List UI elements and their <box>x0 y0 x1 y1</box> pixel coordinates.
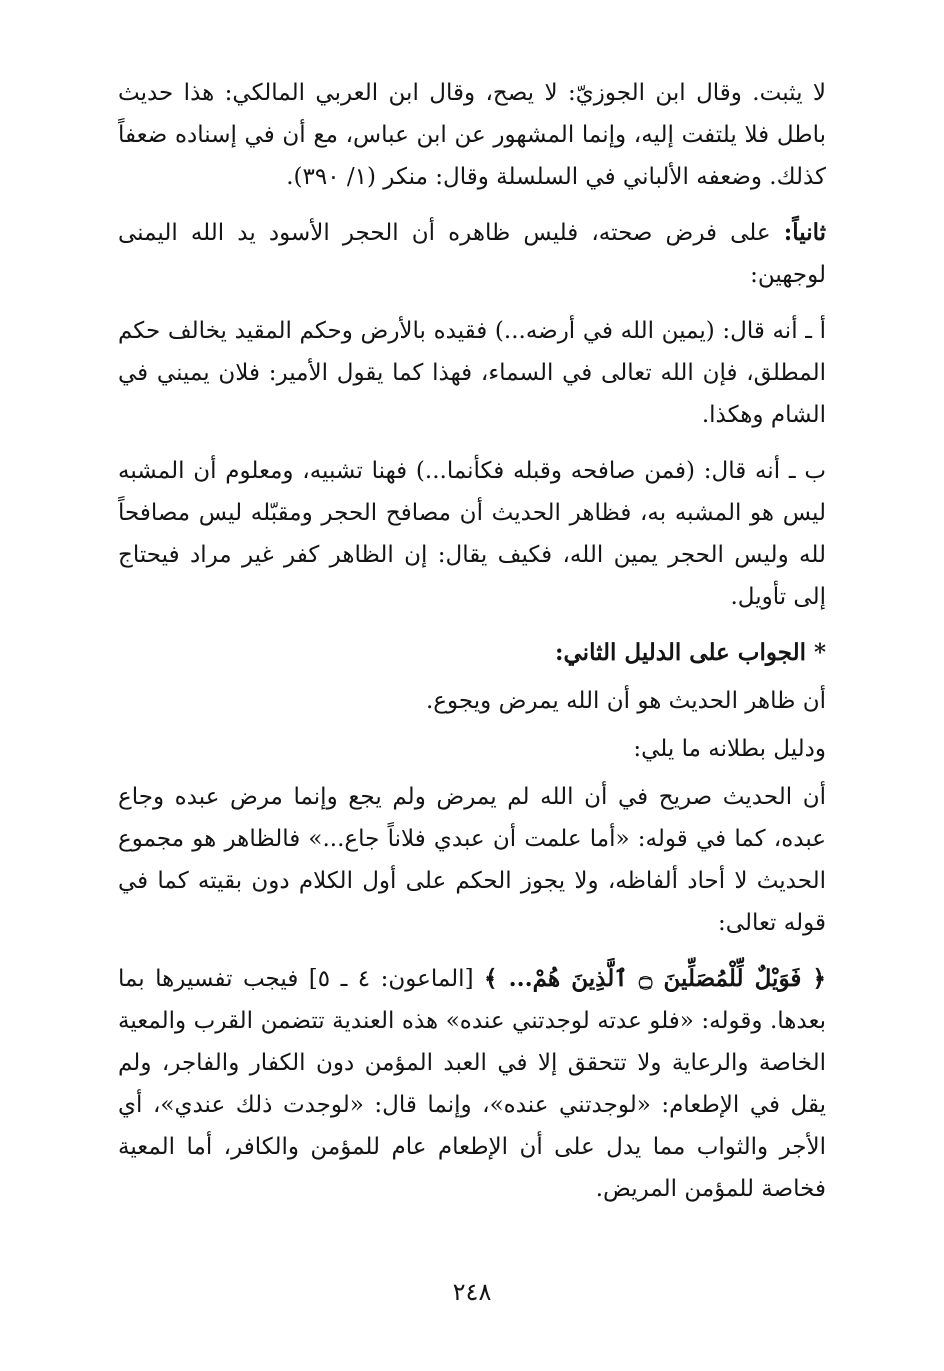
paragraph-hadith-explanation: أن الحديث صريح في أن الله لم يمرض ولم يجع وإنما مرض عبده وجاع عبده، كما في قوله: «أما علمت أن عبدي فلاناً جاع...» فالظاهر هو مجموع الحديث لا أحاد ألفاظه، ولا يجوز الحكم على أول الكلام دون بقيته كما في قوله تعالى: <box>118 784 826 936</box>
paragraph-second-point <box>118 212 826 296</box>
second-point-label: ثانياً: <box>783 219 826 246</box>
paragraph-point-ba: ب ـ أنه قال: (فمن صافحه وقبله فكأنما...) فهنا تشبيه، ومعلوم أن المشبه ليس هو المشبه به، فظاهر الحديث أن مصافح الحجر ومقبّله ليس مصافحاً لله وليس الحجر يمين الله، فكيف يقال: إن الظاهر كفر غير مراد فيحتاج إلى تأويل. <box>118 458 826 610</box>
second-point-text: على فرض صحته، فليس ظاهره أن الحجر الأسود يد الله اليمنى لوجهين: <box>118 220 826 288</box>
evidence-intro-line: ودليل بطلانه ما يلي: <box>633 736 826 762</box>
page-body <box>118 72 826 1224</box>
section-heading: * الجواب على الدليل الثاني: <box>555 639 826 666</box>
paragraph-ibn-jawzi: لا يثبت. وقال ابن الجوزيّ: لا يصح، وقال ابن العربي المالكي: هذا حديث باطل فلا يلتفت إليه، وإنما المشهور عن ابن عباس، مع أن في إسناده ضعفاً كذلك. وضعفه الألباني في السلسلة وقال: منكر (١/ ٣٩٠). <box>118 80 826 190</box>
page-number: ٢٤٨ <box>452 1278 492 1306</box>
quran-verse: ﴿ فَوَيْلٌ لِّلْمُصَلِّينَ ۝ ٱلَّذِينَ هُمْ... ﴾ <box>484 965 826 992</box>
apparent-meaning-line: أن ظاهر الحديث هو أن الله يمرض ويجوع. <box>426 688 826 714</box>
paragraph-point-alef: أ ـ أنه قال: (يمين الله في أرضه...) فقيده بالأرض وحكم المقيد يخالف حكم المطلق، فإن الله تعالى في السماء، فهذا كما يقول الأمير: فلان يميني في الشام وهكذا. <box>118 318 826 428</box>
verse-explanation: [الماعون: ٤ ـ ٥] فيجب تفسيرها بما بعدها. وقوله: «فلو عدته لوجدتني عنده» هذه العندية تتضمن القرب والمعية الخاصة والرعاية ولا تتحقق إلا في العبد المؤمن دون الكفار والفاجر، ولم يقل في الإطعام: «لوجدتني عنده»، وإنما قال: «لوجدت ذلك عندي»، أي الأجر والثواب مما يدل على أن الإطعام عام للمؤمن والكافر، أما المعية فخاصة للمؤمن المريض. <box>118 966 826 1202</box>
paragraph-quran-verse <box>118 958 826 1210</box>
